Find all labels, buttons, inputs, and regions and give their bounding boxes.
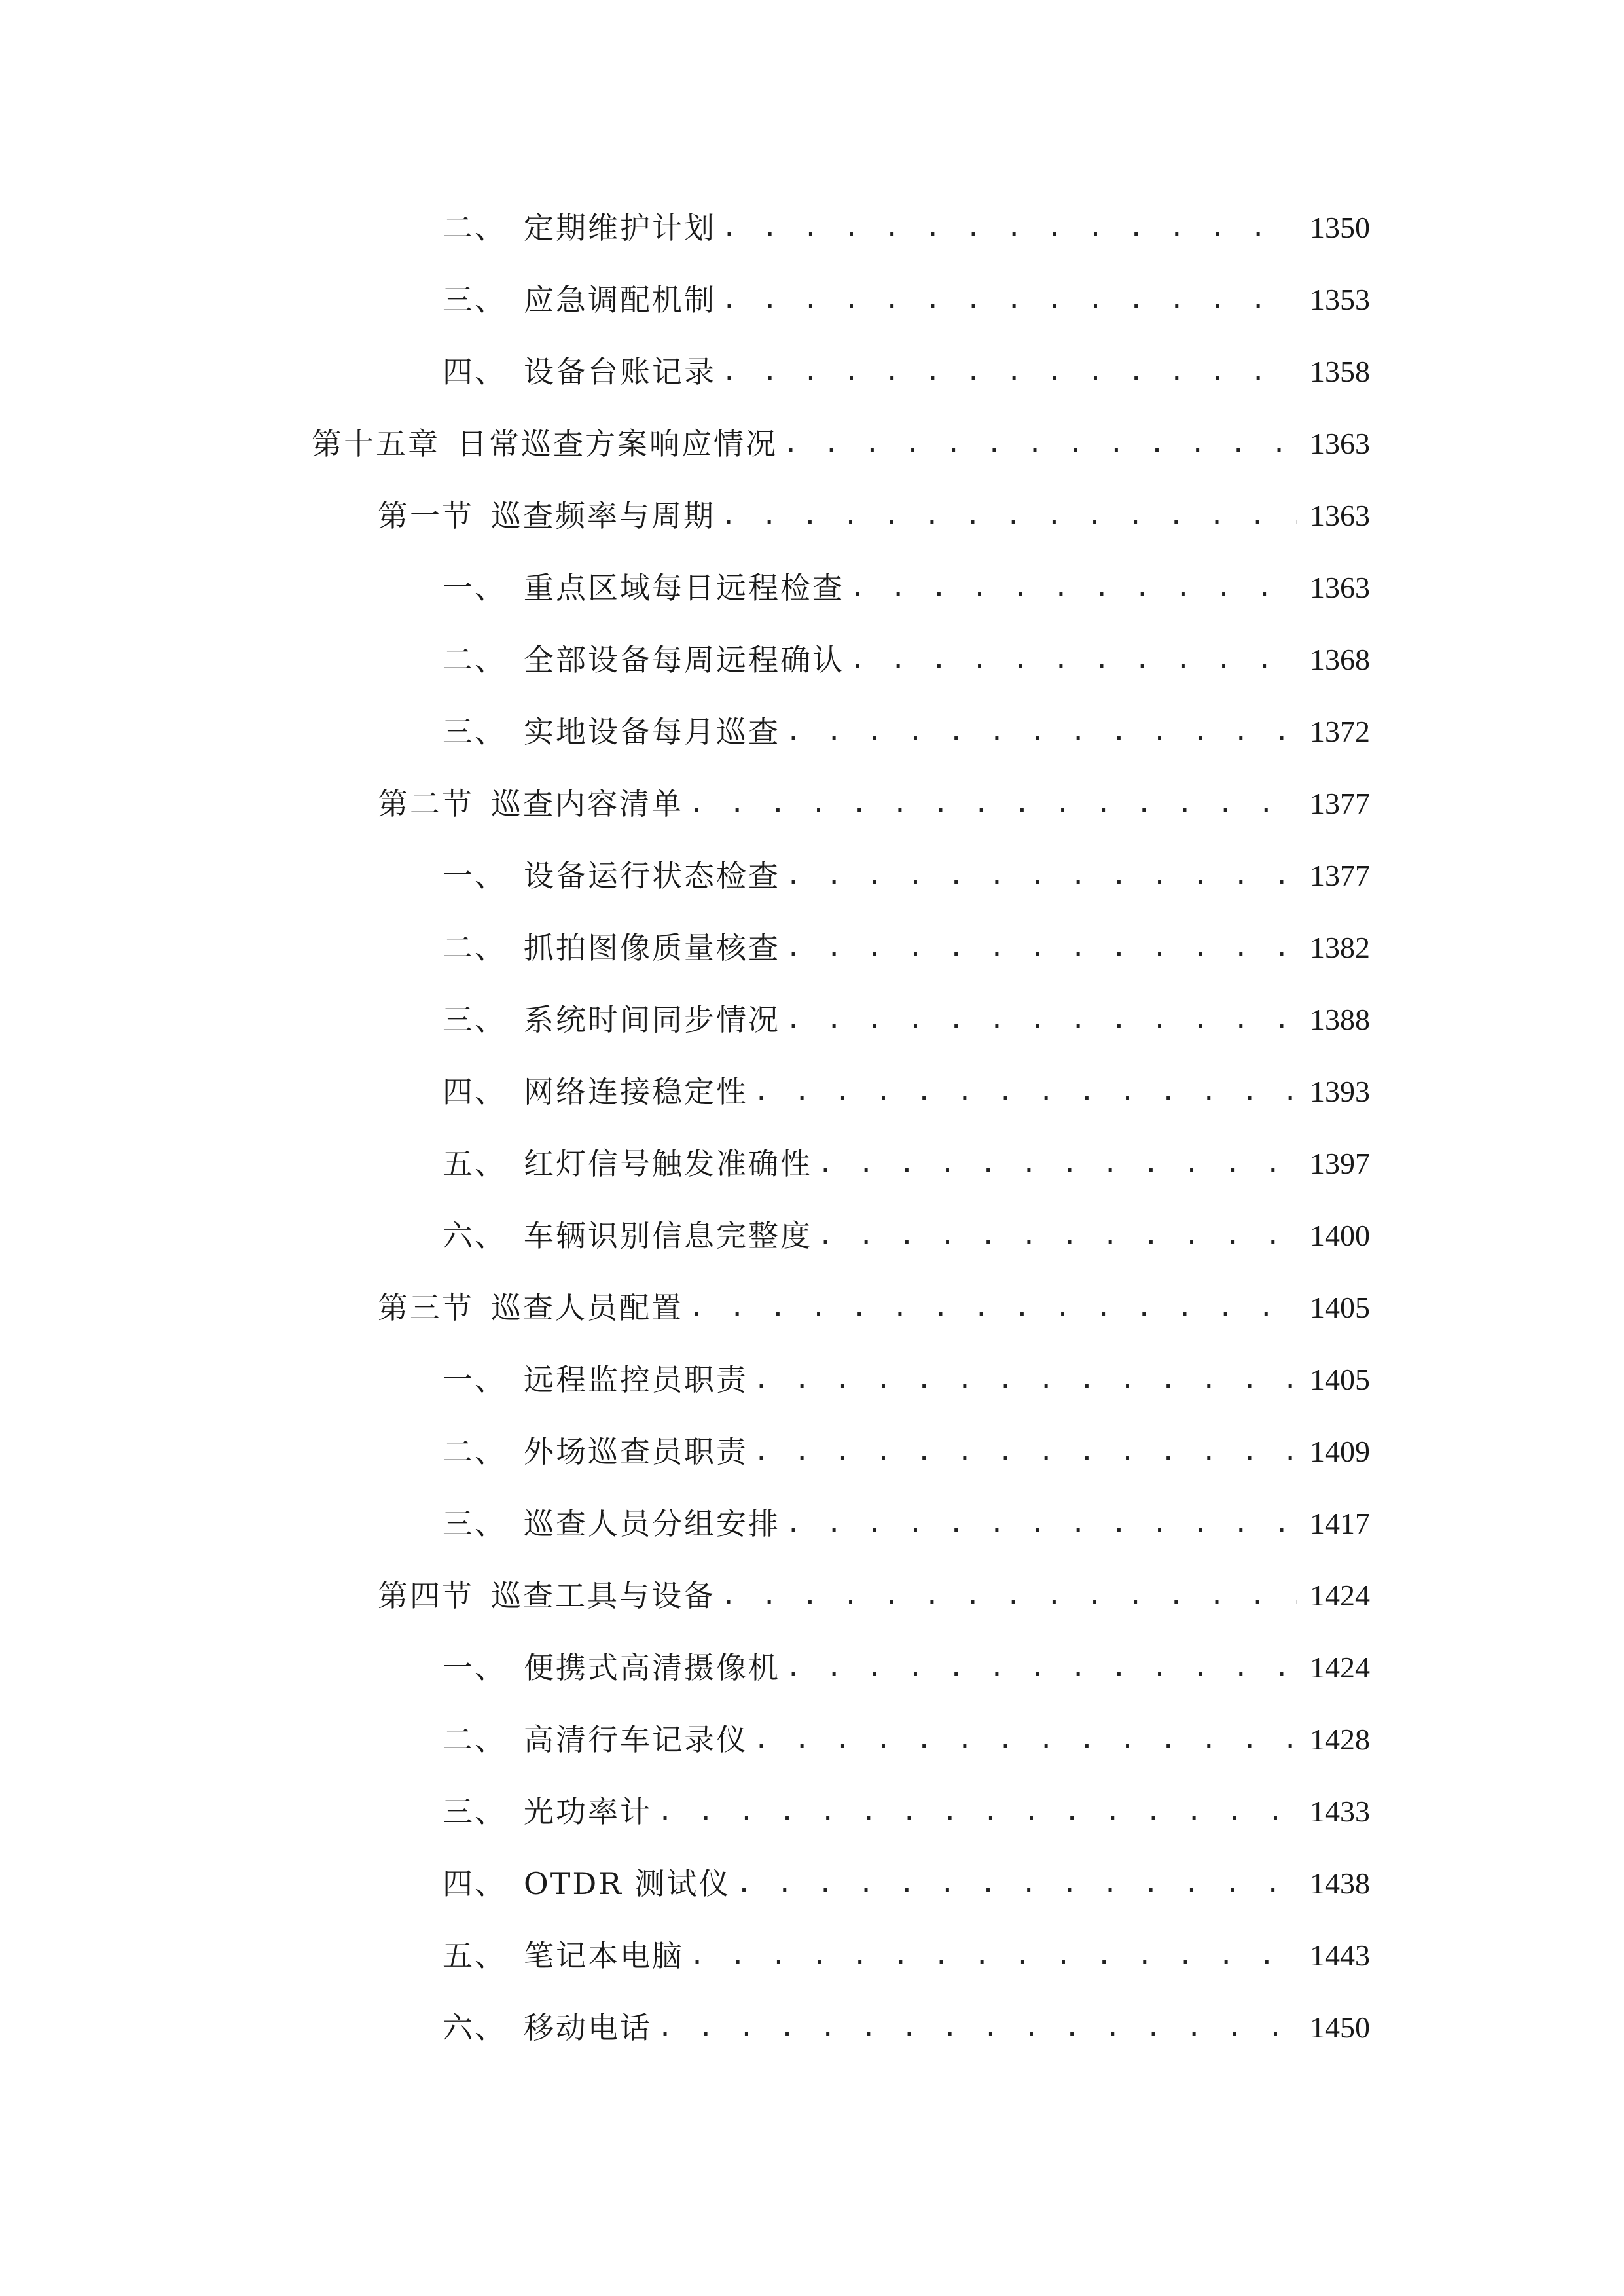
entry-number: 三、	[442, 1002, 507, 1037]
page-number: 1428	[1310, 1723, 1370, 1756]
entry-number: 三、	[442, 1794, 507, 1829]
entry-number: 三、	[442, 1506, 507, 1541]
page-number: 1358	[1310, 355, 1370, 388]
toc-entry[interactable]	[442, 1141, 1370, 1187]
dot-leader	[753, 1357, 1297, 1403]
page-number: 1350	[1310, 211, 1370, 244]
entry-title: 重点区域每日远程检查	[524, 570, 844, 605]
toc-entry[interactable]	[442, 709, 1370, 755]
dot-leader	[753, 1717, 1297, 1763]
page-number: 1443	[1310, 1939, 1370, 1972]
toc-entry[interactable]	[442, 1645, 1370, 1691]
chapter-number: 第十五章	[312, 426, 440, 461]
page-number: 1363	[1310, 571, 1370, 604]
entry-number: 四、	[442, 1074, 507, 1109]
entry-title: 高清行车记录仪	[524, 1722, 748, 1757]
entry-title: 应急调配机制	[524, 282, 716, 317]
toc-section-entry[interactable]	[378, 493, 1370, 539]
toc-chapter-entry[interactable]	[312, 421, 1370, 467]
page-number: 1450	[1310, 2011, 1370, 2044]
dot-leader	[783, 421, 1297, 467]
page-number: 1393	[1310, 1075, 1370, 1108]
entry-number: 二、	[442, 930, 507, 965]
page-number: 1388	[1310, 1003, 1370, 1036]
page-number: 1368	[1310, 643, 1370, 676]
section-number: 第四节	[378, 1578, 474, 1613]
toc-entry[interactable]	[442, 205, 1370, 251]
dot-leader	[785, 925, 1297, 971]
entry-title: 光功率计	[524, 1794, 652, 1829]
dot-leader	[657, 1789, 1297, 1835]
entry-title: 系统时间同步情况	[524, 1002, 780, 1037]
entry-title: 巡查工具与设备	[491, 1578, 715, 1613]
entry-title: 红灯信号触发准确性	[524, 1146, 812, 1181]
page-number: 1363	[1310, 499, 1370, 532]
entry-title: 实地设备每月巡查	[524, 714, 780, 749]
dot-leader	[721, 493, 1297, 539]
entry-title: 便携式高清摄像机	[524, 1650, 780, 1685]
page-number: 1363	[1310, 427, 1370, 460]
page-number: 1372	[1310, 715, 1370, 748]
entry-title: 车辆识别信息完整度	[524, 1218, 812, 1253]
dot-leader	[818, 1141, 1297, 1187]
entry-title: OTDR 测试仪	[524, 1866, 731, 1901]
dot-leader	[721, 205, 1297, 251]
entry-title: 移动电话	[524, 2010, 652, 2045]
toc-entry[interactable]	[442, 1357, 1370, 1403]
entry-number: 二、	[442, 642, 507, 677]
entry-number: 二、	[442, 1434, 507, 1469]
toc-entry[interactable]	[442, 565, 1370, 611]
page-number: 1353	[1310, 283, 1370, 316]
page-number: 1400	[1310, 1219, 1370, 1252]
entry-number: 五、	[442, 1146, 507, 1181]
toc-entry[interactable]	[442, 349, 1370, 395]
section-number: 第一节	[378, 498, 474, 533]
entry-title: 网络连接稳定性	[524, 1074, 748, 1109]
entry-title: 日常巡查方案响应情况	[457, 426, 778, 461]
page-number: 1424	[1310, 1579, 1370, 1612]
entry-number: 五、	[442, 1938, 507, 1973]
dot-leader	[657, 2005, 1297, 2051]
entry-number: 二、	[442, 210, 507, 245]
page-number: 1405	[1310, 1363, 1370, 1396]
dot-leader	[721, 277, 1297, 323]
entry-title: 设备台账记录	[524, 354, 716, 389]
entry-number: 一、	[442, 1362, 507, 1397]
entry-title: 巡查人员分组安排	[524, 1506, 780, 1541]
toc-entry[interactable]	[442, 637, 1370, 683]
entry-number: 四、	[442, 1866, 507, 1901]
dot-leader	[689, 1285, 1297, 1331]
page-number: 1433	[1310, 1795, 1370, 1828]
entry-title: 巡查内容清单	[491, 786, 683, 821]
page-number: 1382	[1310, 931, 1370, 964]
page-number: 1405	[1310, 1291, 1370, 1324]
dot-leader	[689, 781, 1297, 827]
toc-entry[interactable]	[442, 1429, 1370, 1475]
entry-title: 笔记本电脑	[524, 1938, 684, 1973]
section-number: 第三节	[378, 1290, 474, 1325]
toc-section-entry[interactable]	[378, 1285, 1370, 1331]
page-number: 1377	[1310, 859, 1370, 892]
entry-title: 定期维护计划	[524, 210, 716, 245]
page-number: 1417	[1310, 1507, 1370, 1540]
page-number: 1397	[1310, 1147, 1370, 1180]
toc-entry[interactable]	[442, 997, 1370, 1043]
entry-number: 六、	[442, 1218, 507, 1253]
entry-title: 全部设备每周远程确认	[524, 642, 844, 677]
toc-entry[interactable]	[442, 925, 1370, 971]
dot-leader	[785, 1645, 1297, 1691]
dot-leader	[689, 1933, 1297, 1979]
entry-number: 六、	[442, 2010, 507, 2045]
dot-leader	[785, 853, 1297, 899]
toc-entry[interactable]	[442, 1213, 1370, 1259]
dot-leader	[721, 1573, 1297, 1619]
dot-leader	[736, 1861, 1297, 1907]
dot-leader	[785, 709, 1297, 755]
toc-entry[interactable]	[442, 1717, 1370, 1763]
toc-entry[interactable]	[442, 2005, 1370, 2051]
dot-leader	[753, 1069, 1297, 1115]
page-number: 1438	[1310, 1867, 1370, 1900]
entry-title: 抓拍图像质量核查	[524, 930, 780, 965]
toc-entry[interactable]	[442, 1501, 1370, 1547]
dot-leader	[850, 637, 1297, 683]
entry-title: 设备运行状态检查	[524, 858, 780, 893]
toc-section-entry[interactable]	[378, 1573, 1370, 1619]
toc-entry[interactable]	[442, 1933, 1370, 1979]
entry-number: 一、	[442, 570, 507, 605]
page-number: 1377	[1310, 787, 1370, 820]
entry-number: 一、	[442, 1650, 507, 1685]
entry-number: 一、	[442, 858, 507, 893]
entry-title: 巡查频率与周期	[491, 498, 715, 533]
toc-entry[interactable]	[442, 277, 1370, 323]
toc-entry[interactable]	[442, 853, 1370, 899]
toc-entry[interactable]	[442, 1861, 1370, 1907]
entry-number: 三、	[442, 282, 507, 317]
entry-title: 远程监控员职责	[524, 1362, 748, 1397]
entry-title: 外场巡查员职责	[524, 1434, 748, 1469]
dot-leader	[818, 1213, 1297, 1259]
dot-leader	[753, 1429, 1297, 1475]
page-number: 1409	[1310, 1435, 1370, 1468]
page-number: 1424	[1310, 1651, 1370, 1684]
toc-entry[interactable]	[442, 1789, 1370, 1835]
section-number: 第二节	[378, 786, 474, 821]
entry-number: 四、	[442, 354, 507, 389]
dot-leader	[850, 565, 1297, 611]
entry-title: 巡查人员配置	[491, 1290, 683, 1325]
toc-section-entry[interactable]	[378, 781, 1370, 827]
dot-leader	[721, 349, 1297, 395]
entry-number: 二、	[442, 1722, 507, 1757]
entry-number: 三、	[442, 714, 507, 749]
dot-leader	[785, 997, 1297, 1043]
toc-entry[interactable]	[442, 1069, 1370, 1115]
dot-leader	[785, 1501, 1297, 1547]
